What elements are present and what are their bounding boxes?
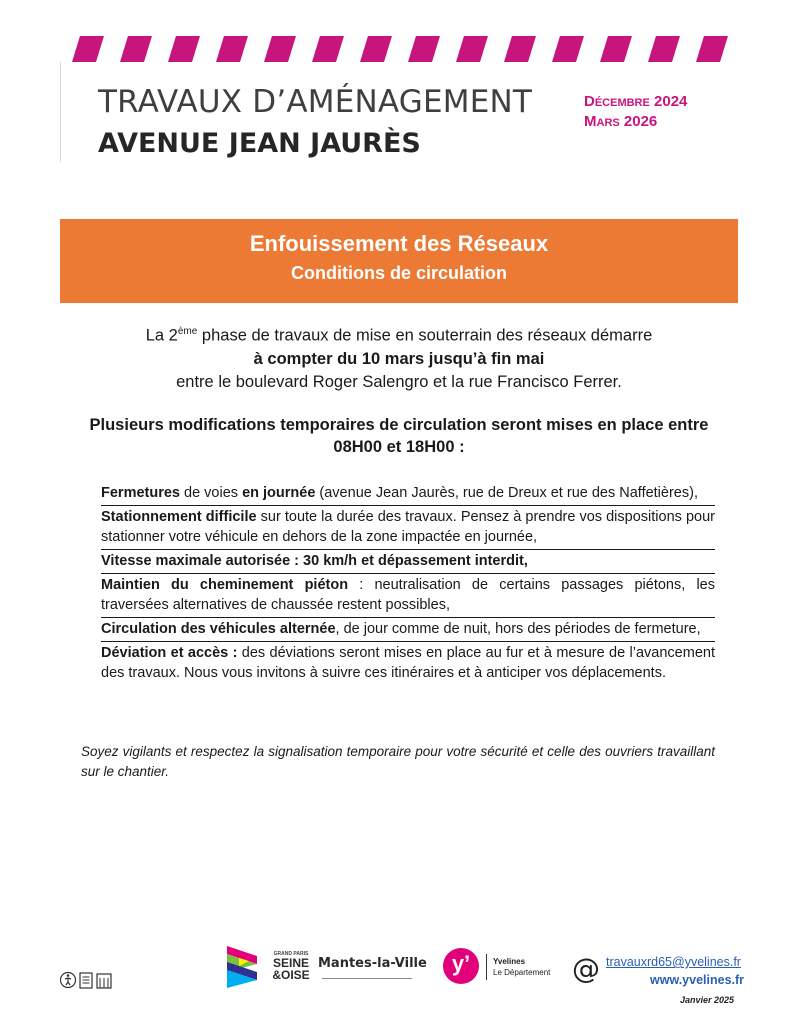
list-item (101, 550, 715, 574)
intro-rest: phase de travaux de mise en souterrain des réseaux démarre (197, 326, 653, 345)
item-text: : neutralisation de certains passages piétons, les traversées alternatives de chaussée restent possibles, (101, 577, 715, 613)
item-text: des déviations seront mises en place au fur et à mesure de l’avancement des travaux. Nous vous invitons à suivre ces itinéraires et à anticiper vos déplacements. (101, 645, 715, 681)
banner-subtitle: Conditions de circulation (290, 263, 507, 283)
item-keyword: Stationnement difficile (101, 509, 257, 525)
list-item (101, 574, 715, 618)
header-stripe-decoration (60, 36, 728, 62)
item-text-2: (avenue Jean Jaurès, rue de Dreux et rue des Naffetières), (315, 485, 698, 501)
list-item (101, 482, 715, 506)
intro-line-2 (60, 348, 738, 371)
item-keyword-2: en journée (242, 485, 316, 501)
accessibility-icon (61, 973, 76, 988)
yvelines-departement: Le Département (493, 968, 551, 977)
yvelines-logo: y’ (443, 948, 479, 984)
intro-line-3: entre le boulevard Roger Salengro et la rue Francisco Ferrer. (176, 372, 622, 391)
page-subtitle: AVENUE JEAN JAURÈS (98, 128, 421, 159)
item-keyword: Fermetures (101, 485, 180, 501)
modifications-heading (60, 414, 738, 458)
date-start: Décembre 2024 (584, 93, 688, 110)
section-banner (60, 219, 738, 303)
intro-prefix: La 2 (145, 326, 178, 345)
closing-note: Soyez vigilants et respectez la signalisation temporaire pour votre sécurité et celle des ouvriers travaillant sur le chantier. (81, 744, 715, 779)
building-icon (97, 974, 111, 988)
mantes-la-ville-underline (322, 978, 412, 979)
modifications-heading-line-2: 08H00 et 18H00 : (333, 438, 465, 456)
intro-dates: à compter du 10 mars jusqu’à fin mai (253, 349, 545, 368)
header-divider (60, 62, 61, 162)
date-end: Mars 2026 (584, 113, 658, 130)
yvelines-name: Yvelines (493, 957, 526, 966)
footer-icons (60, 970, 116, 995)
page-title: TRAVAUX D’AMÉNAGEMENT (98, 84, 533, 120)
item-keyword: Circulation des véhicules alternée (101, 621, 336, 637)
date-range (584, 92, 687, 132)
at-icon: @ (572, 952, 600, 985)
item-keyword: Maintien du cheminement piéton (101, 577, 349, 593)
traffic-conditions-list (101, 482, 715, 685)
banner-title: Enfouissement des Réseaux (249, 231, 549, 256)
gps-small-text: GRAND PARIS (273, 951, 309, 957)
contact-email-link[interactable]: travauxrd65@yvelines.fr (606, 955, 741, 969)
website-link[interactable]: www.yvelines.fr (650, 973, 745, 987)
item-keyword: Déviation et accès : (101, 645, 238, 661)
item-text: , de jour comme de nuit, hors des périodes de fermeture, (335, 621, 701, 637)
gps-logo-line-2: &OISE (272, 968, 310, 982)
list-item (101, 642, 715, 685)
item-text: sur toute la durée des travaux. Pensez à prendre vos dispositions pour stationner votre véhicule en dehors de la zone impactée en journée, (101, 509, 715, 545)
grand-paris-seine-oise-logo (225, 946, 259, 993)
intro-superscript: ème (177, 326, 198, 337)
intro-line-1 (60, 320, 738, 348)
publication-date: Janvier 2025 (680, 995, 735, 1005)
mantes-la-ville-logo: Mantes-la-Ville (318, 956, 427, 971)
gps-logo-line-1: SEINE (272, 956, 309, 970)
intro-paragraph (60, 320, 738, 394)
document-icon (80, 973, 92, 988)
item-text: de voies (179, 485, 243, 501)
modifications-heading-line-1: Plusieurs modifications temporaires de circulation seront mises en place entre (89, 416, 709, 434)
list-item (101, 618, 715, 642)
gps-logo-text (260, 957, 322, 981)
item-keyword: Vitesse maximale autorisée : 30 km/h et dépassement interdit, (101, 553, 528, 569)
yvelines-divider (486, 954, 487, 980)
list-item (101, 506, 715, 550)
